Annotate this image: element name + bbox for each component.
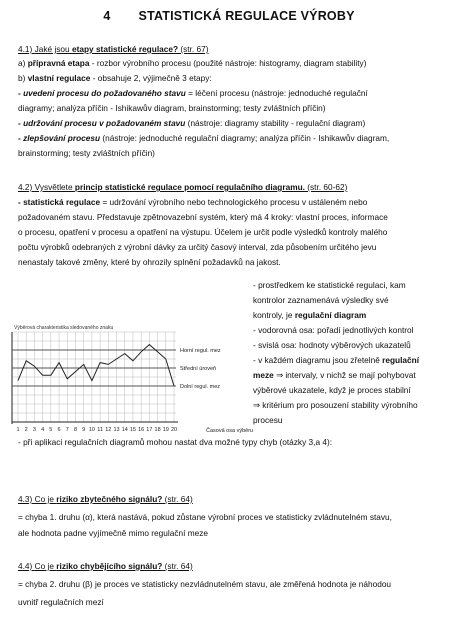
x-tick-label: 1: [16, 427, 20, 433]
term: regulační diagram: [294, 310, 367, 320]
term: - uvedení procesu do požadovaného stavu: [18, 88, 186, 98]
question-number: 4.3): [18, 494, 35, 504]
term: meze: [253, 370, 274, 380]
list-marker: a): [18, 58, 28, 68]
stage-3-cont: brainstorming; testy zvláštních příčin): [18, 148, 155, 158]
question-keyword: princip statistické regulace pomocí regulačního diagramu.: [74, 182, 305, 192]
chapter-number: 4: [103, 9, 111, 23]
stage-3: [18, 132, 389, 145]
x-tick-label: 16: [138, 427, 145, 433]
list-marker: b): [18, 73, 28, 83]
reference-line-label: Střední úroveň: [180, 366, 217, 372]
x-tick-label: 13: [113, 427, 120, 433]
question-4-3: [18, 493, 193, 506]
definition: = udržování výrobního nebo technologického procesu v ustáleném nebo: [100, 197, 368, 207]
term: přípravná etapa: [27, 58, 90, 68]
term: vlastní regulace: [27, 73, 91, 83]
x-tick-label: 14: [121, 427, 128, 433]
term: - statistická regulace: [18, 197, 101, 207]
x-tick-label: 9: [82, 427, 86, 433]
definition: - rozbor výrobního procesu (použité nástroje: histogramy, diagram stability): [89, 58, 367, 68]
question-text: Co je: [34, 561, 57, 571]
x-tick-label: 18: [154, 427, 161, 433]
side-text-line: [253, 309, 366, 322]
x-axis-label: Časová osa výběru: [206, 428, 254, 434]
question-4-1: [18, 43, 208, 56]
chart-ticks: [16, 427, 177, 433]
question-4-2: [18, 181, 347, 194]
paragraph-line: = chyba 1. druhu (α), která nastává, pokud zůstane výrobní proces ve statisticky zvládnutelném stavu,: [18, 512, 392, 522]
text: - v každém diagramu jsou zřetelně: [253, 355, 383, 365]
definition: (nástroje: jednoduché regulační diagramy; analýza příčin - Ishikawův diagram,: [100, 133, 390, 143]
x-tick-label: 20: [170, 427, 178, 433]
paragraph-line: - při aplikaci regulačních diagramů mohou nastat dva možné typy chyb (otázky 3,a 4):: [18, 437, 333, 447]
stage-1: [18, 87, 368, 100]
question-number: 4.1): [18, 44, 35, 54]
side-text-line: kontrolor zaznamenává výsledky své: [253, 295, 389, 305]
x-tick-label: 15: [129, 427, 137, 433]
x-tick-label: 7: [65, 427, 69, 433]
paragraph-line: [18, 196, 367, 209]
stage-2: [18, 117, 365, 130]
side-text-line: procesu: [253, 415, 283, 425]
paragraph-line: = chyba 2. druhu (β) je proces ve statisticky nezvládnutelném stavu, ale změřená hodnota je náhodou: [18, 579, 392, 589]
question-text: Co je: [34, 494, 57, 504]
x-tick-label: 12: [105, 427, 112, 433]
answer-4-1-b: [18, 72, 212, 85]
x-tick-label: 4: [41, 427, 45, 433]
paragraph-line: o procesu, opatření v procesu a opatření na výstupu. Účelem je určit podle výsledků kontroly malého: [18, 227, 388, 237]
paragraph-line: počtu výrobků odebraných z výrobní dávky za určitý časový interval, zda působením určitého jevu: [18, 242, 377, 252]
answer-4-1-a: [18, 57, 366, 70]
control-chart: [8, 330, 254, 442]
x-tick-label: 19: [162, 427, 169, 433]
definition: (nástroje: diagramy stability - regulační diagram): [185, 118, 366, 128]
text: kontroly, je: [253, 310, 295, 320]
reference-line-label: Horní regul. mez: [180, 348, 221, 354]
paragraph-line: ale hodnota padne vyjímečně mimo regulační meze: [18, 528, 209, 538]
definition: = léčení procesu (nástroje: jednoduché regulační: [185, 88, 368, 98]
question-keyword: etapy statistické regulace?: [71, 44, 179, 54]
side-text-line: - svislá osa: hodnoty výběrových ukazatelů: [253, 340, 411, 350]
side-text-line: [253, 354, 419, 367]
reference-line-label: Dolní regul. mez: [180, 384, 221, 390]
question-reference: (str. 67): [178, 44, 209, 54]
question-text: Vysvětlete: [34, 182, 75, 192]
side-text-line: ⇒ kritérium pro posouzení stability výrobního: [253, 400, 418, 410]
term: - zlepšování procesu: [18, 133, 101, 143]
x-tick-label: 11: [97, 427, 103, 433]
question-4-4: [18, 560, 193, 573]
x-tick-label: 3: [32, 427, 36, 433]
question-reference: (str. 64): [162, 494, 193, 504]
question-text: Jaké jsou: [34, 44, 72, 54]
side-text-line: - prostředkem ke statistické regulaci, kam: [253, 280, 406, 290]
chart-axes: [12, 332, 178, 424]
term: - udržování procesu v požadovaném stavu: [18, 118, 186, 128]
paragraph-line: nenastaly takové změny, které by ohrozily splnění požadavků na jakost.: [18, 257, 281, 267]
question-reference: (str. 64): [162, 561, 193, 571]
text: ⇒ intervaly, v nichž se mají pohybovat: [273, 370, 416, 380]
chapter-title: STATISTICKÁ REGULACE VÝROBY: [138, 9, 355, 23]
paragraph-line: požadovaném stavu. Představuje zpětnovazební systém, který má 4 kroky: vlastní proces, informace: [18, 212, 388, 222]
question-reference: (str. 60-62): [304, 182, 348, 192]
x-tick-label: 8: [73, 427, 78, 433]
side-text-line: výběrové ukazatele, když je proces stabilní: [253, 385, 411, 395]
definition: - obsahuje 2, výjimečně 3 etapy:: [90, 73, 212, 83]
question-keyword: riziko zbytečného signálu?: [56, 494, 163, 504]
x-tick-label: 2: [24, 427, 28, 433]
side-text-line: [253, 369, 416, 382]
question-number: 4.4): [18, 561, 35, 571]
paragraph-line: uvnitř regulačních mezí: [18, 597, 104, 607]
question-keyword: riziko chybějícího signálu?: [56, 561, 163, 571]
stage-1-cont: diagramy; analýza příčin - Ishikawův diagram, brainstorming; testy zvláštních příčin): [18, 103, 326, 113]
side-text-line: - vodorovná osa: pořadí jednotlivých kontrol: [253, 325, 414, 335]
page-title: [0, 8, 458, 24]
question-number: 4.2): [18, 182, 35, 192]
term: regulační: [382, 355, 420, 365]
chart-title: Výběrová charakteristika sledovaného znaku: [14, 325, 114, 331]
x-tick-label: 6: [57, 427, 61, 433]
x-tick-label: 10: [88, 427, 95, 433]
data-series-line: [18, 345, 174, 386]
x-tick-label: 5: [49, 427, 53, 433]
x-tick-label: 17: [146, 427, 153, 433]
